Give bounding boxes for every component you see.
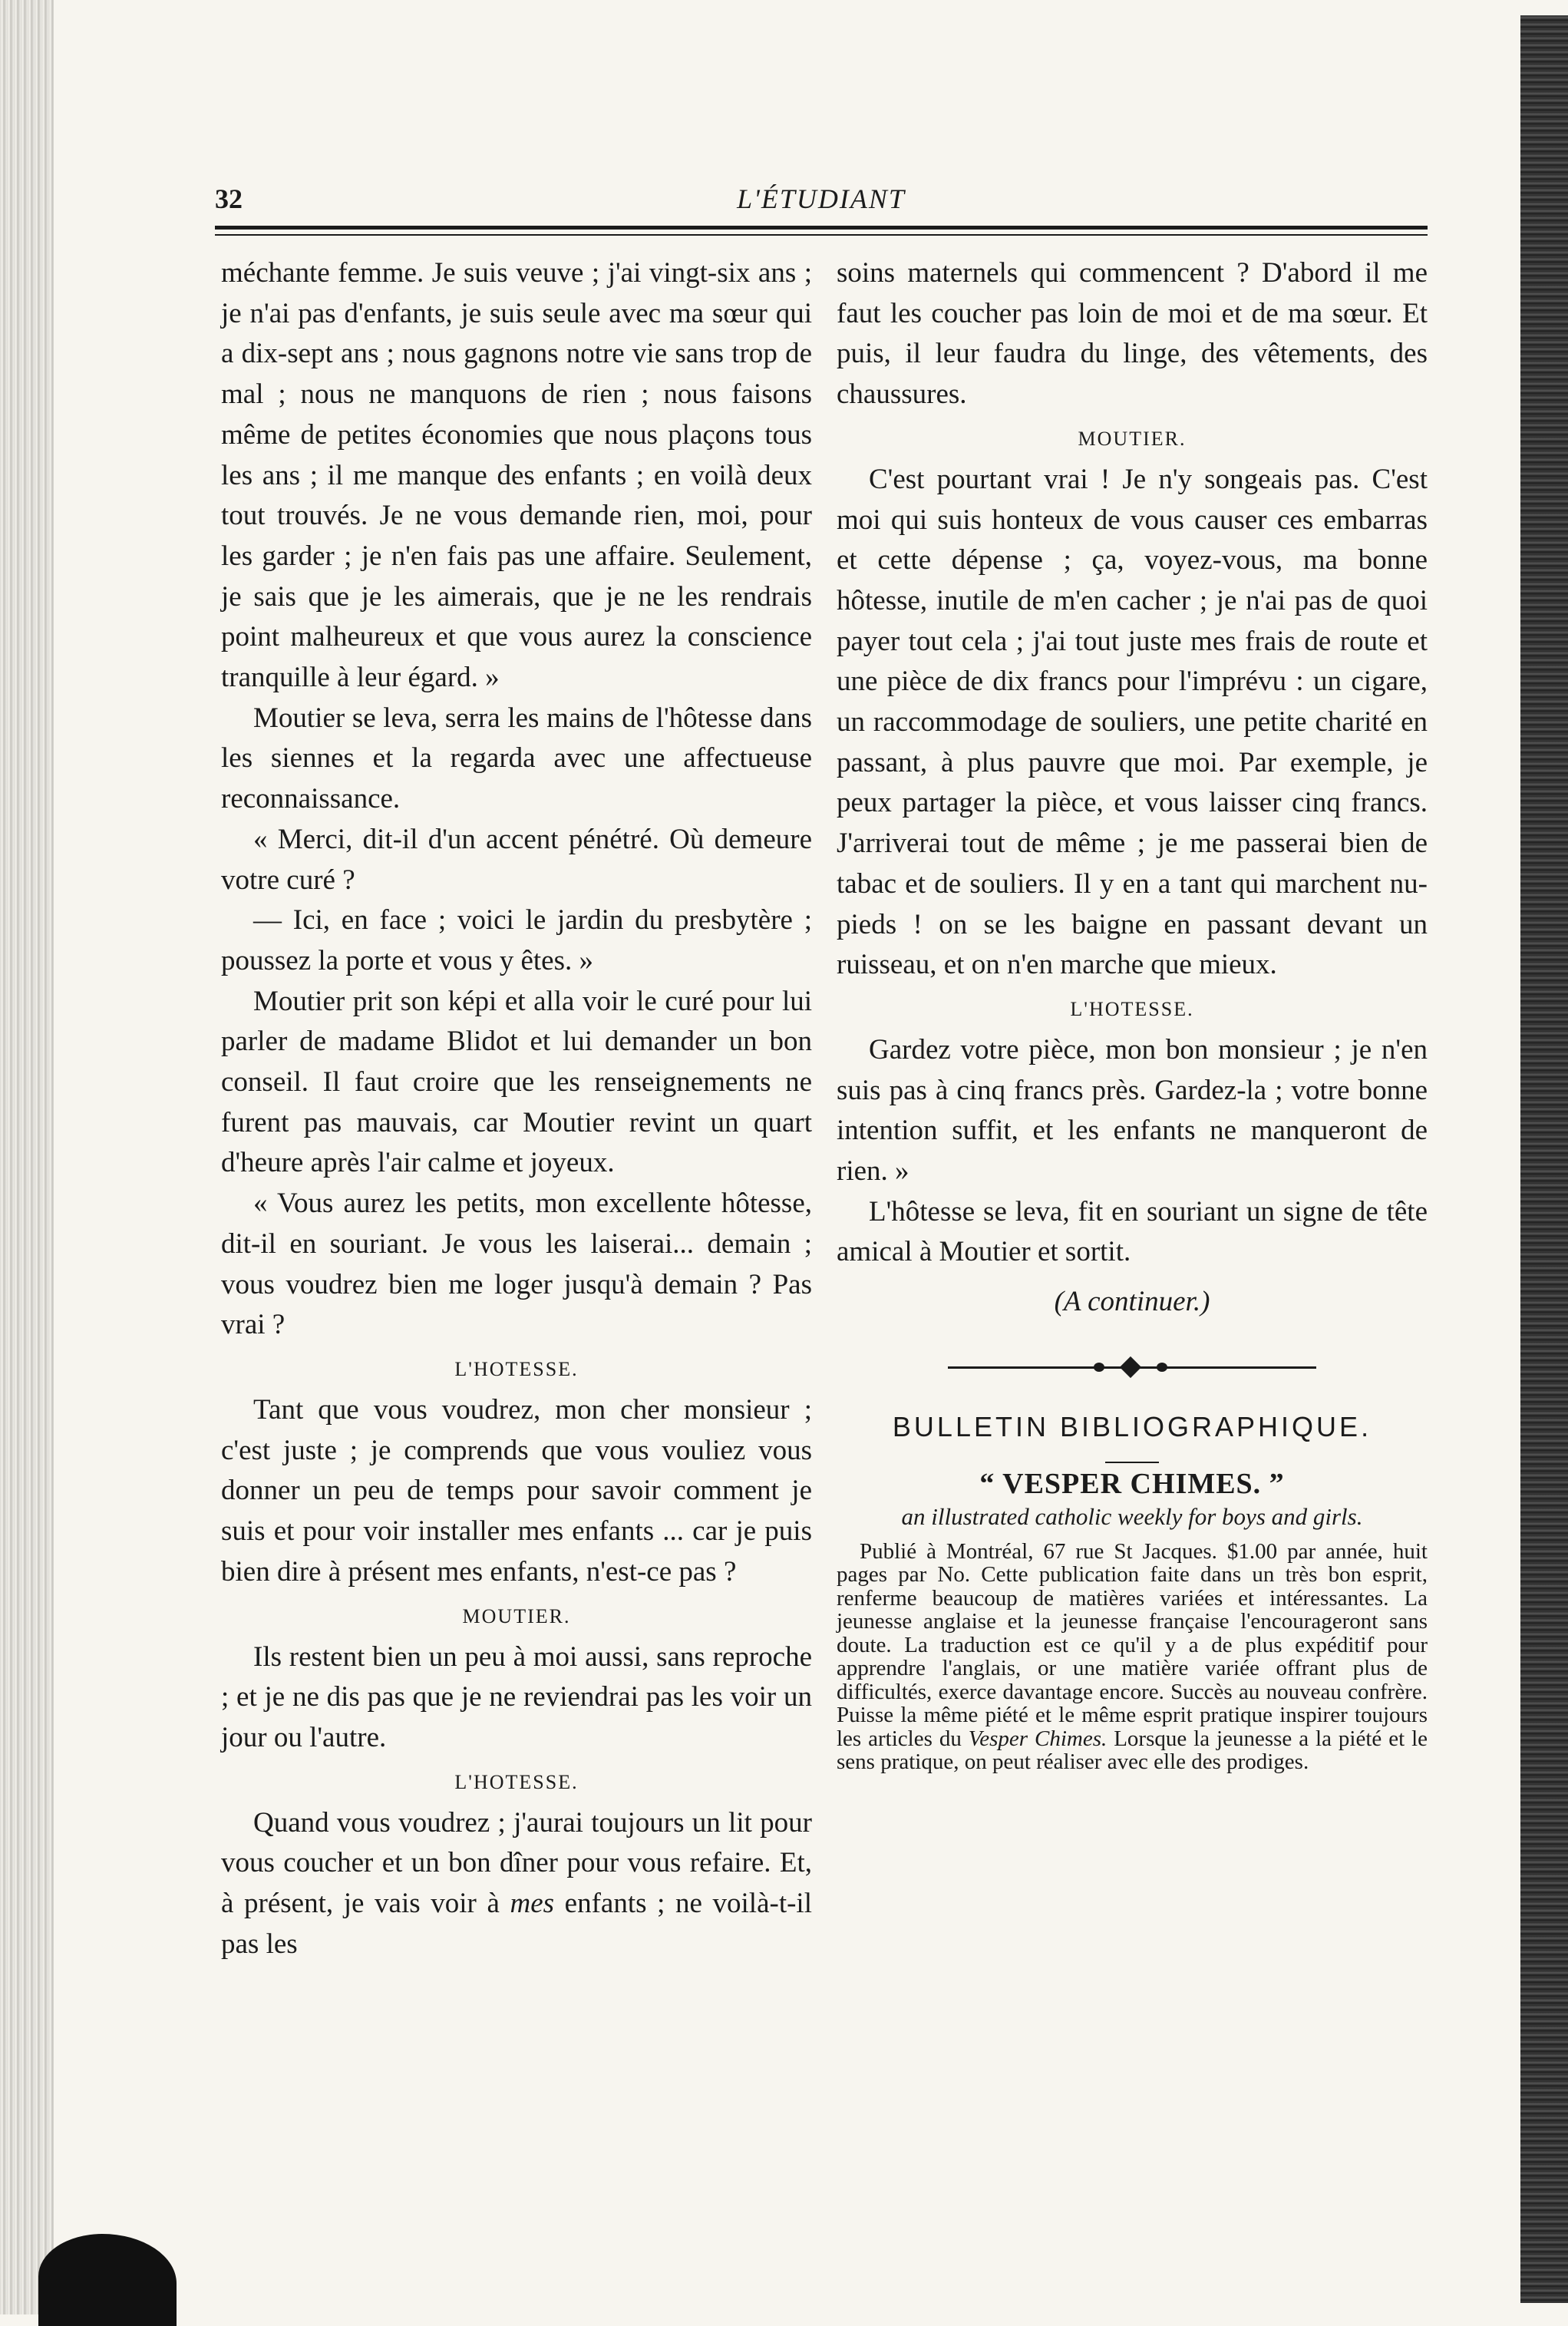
header-rule-thin	[215, 234, 1428, 236]
italic-title: Vesper Chimes.	[968, 1726, 1108, 1751]
review-subtitle: an illustrated catholic weekly for boys and girls.	[901, 1502, 1363, 1530]
paragraph: méchante femme. Je suis veuve ; j'ai vingt-six ans ; je n'ai pas d'enfants, je suis seule avec ma sœur qui a dix-sept ans ; nous gagnons notre vie sans trop de mal ; nous ne manquons de rien ; nous faisons même de petites économies que nous plaçons tous les ans ; il me manque des enfants ; en voilà deux tout trouvés. Je ne vous demande rien, moi, pour les garder ; je n'en fais pas une affaire. Seulement, je sais que je les aimerais, que je ne les rendrais point malheureux et que vous aurez la conscience tranquille à leur égard. »	[221, 257, 812, 694]
speaker-name: L'HOTESSE.	[454, 1357, 579, 1380]
review-text-part: Lorsque la jeunesse a la piété et le sens pratique, on peut réaliser avec elle des prodiges.	[837, 1726, 1428, 1775]
section-ornament	[948, 1358, 1316, 1376]
page-number: 32	[215, 183, 243, 214]
paragraph: Tant que vous voudrez, mon cher monsieur ; c'est juste ; je comprends que vous vouliez vous donner un peu de temps pour savoir comment je suis et pour voir installer mes enfants ... car je puis bien dire à présent mes enfants, n'est-ce pas ?	[221, 1393, 812, 1588]
paragraph: — Ici, en face ; voici le jardin du presbytère ; poussez la porte et vous y êtes. »	[221, 904, 812, 976]
paragraph-text: Quand vous voudrez ; j'aurai toujours un lit pour vous coucher et un bon dîner pour vous refaire. Et, à présent, je vais voir à	[221, 1806, 812, 1920]
speaker-name: MOUTIER.	[1078, 427, 1187, 450]
paragraph: soins maternels qui commencent ? D'abord il me faut les coucher pas loin de moi et de ma sœur. Et puis, il leur faudra du linge, des vêtements, des chaussures.	[837, 257, 1428, 411]
section-heading: BULLETIN BIBLIOGRAPHIQUE.	[892, 1410, 1372, 1442]
paragraph: Moutier se leva, serra les mains de l'hôtesse dans les siennes et la regarda avec une affectueuse reconnaissance.	[221, 702, 812, 815]
paragraph-text: enfants ; ne voilà-t-il pas les	[221, 1888, 812, 1960]
ornament-dot	[1094, 1363, 1104, 1372]
scan-corner-shadow	[38, 2234, 177, 2326]
paragraph: « Vous aurez les petits, mon excellente hôtesse, dit-il en souriant. Je vous les laiserai... demain ; vous voudrez bien me loger jusqu'à demain ? Pas vrai ?	[221, 1188, 812, 1341]
right-column	[837, 253, 1428, 1774]
scan-left-edge	[0, 0, 54, 2314]
paragraph: Moutier prit son képi et alla voir le curé pour lui parler de madame Blidot et lui demander un bon conseil. Il faut croire que les renseignements ne furent pas mauvais, car Moutier revint un quart d'heure après l'air calme et joyeux.	[221, 985, 812, 1179]
short-rule	[1105, 1462, 1159, 1463]
speaker-name: L'HOTESSE.	[454, 1770, 579, 1793]
page-header	[215, 183, 1428, 221]
italic-word: mes	[510, 1888, 555, 1920]
ornament-dot	[1157, 1363, 1167, 1372]
speaker-name: MOUTIER.	[462, 1604, 571, 1627]
paragraph	[221, 1803, 812, 1965]
review-text	[837, 1540, 1428, 1774]
paragraph: C'est pourtant vrai ! Je n'y songeais pas. C'est moi qui suis honteux de vous causer ces embarras et cette dépense ; ça, voyez-vous, ma bonne hôtesse, inutile de m'en cacher ; je n'ai pas de quoi payer tout cela ; j'ai tout juste mes frais de route et une pièce de dix francs pour l'imprévu : un cigare, un raccommodage de souliers, une petite charité en passant, à plus pauvre que moi. Par exemple, je peux partager la pièce, et vous laisser cinq francs. J'arriverai tout de même ; je me passerai bien de tabac et de souliers. Il y en a tant qui marchent nu-pieds ! on se les baigne en passant devant un ruisseau, et on n'en marche que mieux.	[837, 463, 1428, 981]
paragraph: Ils restent bien un peu à moi aussi, sans reproche ; et je ne dis pas que je ne reviendrai pas les voir un jour ou l'autre.	[221, 1640, 812, 1753]
header-rule-thick	[215, 226, 1428, 230]
review-title: “ VESPER CHIMES. ”	[979, 1467, 1285, 1500]
left-column	[221, 253, 812, 1964]
speaker-name: L'HOTESSE.	[1070, 997, 1194, 1020]
scan-right-edge	[1520, 15, 1568, 2303]
paragraph: Gardez votre pièce, mon bon monsieur ; je n'en suis pas à cinq francs près. Gardez-la ; votre bonne intention suffit, et les enfants ne manqueront de rien. »	[837, 1033, 1428, 1188]
review-text-part: Publié à Montréal, 67 rue St Jacques. $1.00 par année, huit pages par No. Cette publication faite dans un très bon esprit, renferme beaucoup de matières variées et intéressantes. La jeunesse anglaise et la jeunesse française l'encourageront sans doute. La traduction est ce qu'il y a de plus expéditif pour apprendre l'anglais, or une matière variée offrant plus de difficultés, exerce davantage encore. Succès au nouveau confrère. Puisse la même piété et le même esprit pratique inspirer toujours les articles du	[837, 1538, 1428, 1751]
continuation-note: (A continuer.)	[1054, 1286, 1210, 1318]
ornament-diamond	[1120, 1356, 1141, 1378]
running-title: L'ÉTUDIANT	[737, 183, 906, 214]
paragraph: L'hôtesse se leva, fit en souriant un signe de tête amical à Moutier et sortit.	[837, 1195, 1428, 1268]
paragraph: « Merci, dit-il d'un accent pénétré. Où demeure votre curé ?	[221, 823, 812, 896]
